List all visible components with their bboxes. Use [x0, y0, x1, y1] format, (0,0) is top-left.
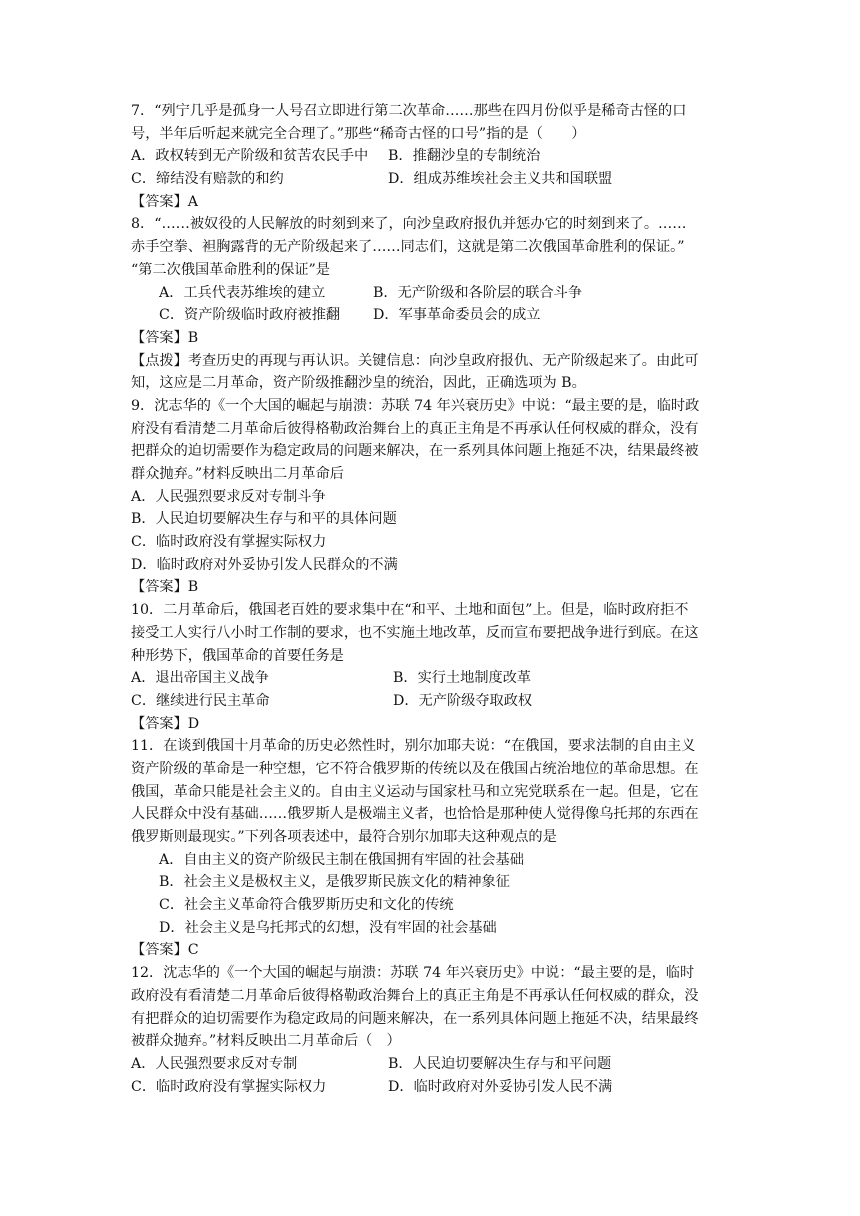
question-9 — [131, 395, 800, 599]
question-stem-line: “第二次俄国革命胜利的保证”是 — [131, 261, 330, 278]
tip-line: 知，这应是二月革命，资产阶级推翻沙皇的统治，因此，正确选项为 B。 — [131, 375, 586, 392]
option-b: B．人民迫切要解决生存与和平的具体问题 — [131, 511, 397, 528]
question-stem-line: 俄国，革命只能是社会主义的。自由主义运动与国家杜马和立宪党联系在一起。但是，它在 — [131, 783, 699, 800]
option-a: A．政权转到无产阶级和贫苦农民手中 — [131, 148, 369, 165]
option-b: B．社会主义是极权主义，是俄罗斯民族文化的精神象征 — [159, 874, 510, 891]
option-a: A．人民强烈要求反对专制 — [131, 1055, 298, 1072]
question-stem-line: 11．在谈到俄国十月革命的历史必然性时，别尔加耶夫说：“在俄国，要求法制的自由主义 — [131, 738, 696, 755]
answer-label: 【答案】C — [131, 942, 199, 959]
question-12 — [131, 962, 800, 1098]
question-stem-line: 号，半年后听起来就完全合理了。”那些“稀奇古怪的口号”指的是（ ） — [131, 125, 586, 142]
option-b: B．人民迫切要解决生存与和平问题 — [388, 1055, 612, 1072]
option-c: C．继续进行民主革命 — [131, 692, 270, 709]
answer-label: 【答案】A — [131, 193, 198, 210]
option-a: A．人民强烈要求反对专制斗争 — [131, 488, 326, 505]
answer-label: 【答案】B — [131, 329, 199, 346]
question-8 — [131, 213, 800, 395]
option-d: D．组成苏维埃社会主义共和国联盟 — [388, 171, 613, 188]
option-c: C．临时政府没有掌握实际权力 — [131, 534, 327, 551]
question-stem-line: 9．沈志华的《一个大国的崛起与崩溃：苏联 74 年兴衰历史》中说：“最主要的是，临时政 — [131, 397, 700, 414]
answer-label: 【答案】D — [131, 715, 200, 732]
question-stem-line: 资产阶级的革命是一种空想，它不符合俄罗斯的传统以及在俄国占统治地位的革命思想。在 — [131, 760, 699, 777]
question-stem-line: 接受工人实行八小时工作制的要求，也不实施土地改革，反而宣布要把战争进行到底。在这 — [131, 624, 699, 641]
question-stem-line: 群众抛弃。”材料反映出二月革命后 — [131, 466, 344, 482]
option-d: D．临时政府对外妥协引发人民群众的不满 — [131, 556, 398, 573]
option-c: C．缔结没有赔款的和约 — [131, 171, 284, 188]
question-stem-line: 12．沈志华的《一个大国的崛起与崩溃：苏联 74 年兴衰历史》中说：“最主要的是，临时 — [131, 965, 695, 982]
option-a: A．工兵代表苏维埃的建立 — [159, 284, 326, 301]
question-stem-line: 种形势下，俄国革命的首要任务是 — [131, 647, 344, 664]
option-d: D．军事革命委员会的成立 — [373, 307, 541, 324]
question-7 — [131, 100, 800, 213]
question-stem-line: 有把群众的迫切需要作为稳定政局的问题来解决，在一系列具体问题上拖延不决，结果最终 — [131, 1010, 699, 1027]
question-stem-line: 政府没有看清楚二月革命后彼得格勒政治舞台上的真正主角是不再承认任何权威的群众，没 — [131, 987, 699, 1004]
question-10 — [131, 599, 800, 735]
tip-line: 【点拨】考查历史的再现与再认识。关键信息：向沙皇政府报仇、无产阶级起来了。由此可 — [131, 352, 699, 369]
option-b: B．无产阶级和各阶层的联合斗争 — [373, 284, 583, 301]
question-stem-line: 赤手空拳、袒胸露背的无产阶级起来了……同志们，这就是第二次俄国革命胜利的保证。” — [131, 239, 685, 256]
question-stem-line: 10．二月革命后，俄国老百姓的要求集中在“和平、土地和面包”上。但是，临时政府拒不 — [131, 602, 689, 619]
option-a: A．自由主义的资产阶级民主制在俄国拥有牢固的社会基础 — [159, 851, 524, 868]
option-c: C．临时政府没有掌握实际权力 — [131, 1078, 327, 1095]
question-stem-line: 府没有看清楚二月革命后彼得格勒政治舞台上的真正主角是不再承认任何权威的群众，没有 — [131, 420, 699, 437]
question-stem-line: 俄罗斯则最现实。”下列各项表述中，最符合别尔加耶夫这种观点的是 — [131, 829, 557, 845]
option-d: D．社会主义是乌托邦式的幻想，没有牢固的社会基础 — [159, 919, 497, 936]
option-c: C．资产阶级临时政府被推翻 — [159, 307, 341, 324]
question-stem-line: 被群众抛弃。”材料反映出二月革命后（ ） — [131, 1033, 401, 1050]
option-c: C．社会主义革命符合俄罗斯历史和文化的传统 — [159, 897, 454, 914]
option-d: D．无产阶级夺取政权 — [393, 692, 533, 709]
option-b: B．推翻沙皇的专制统治 — [388, 148, 541, 165]
option-b: B．实行土地制度改革 — [393, 670, 532, 687]
option-d: D．临时政府对外妥协引发人民不满 — [388, 1078, 613, 1095]
question-stem-line: 把群众的迫切需要作为稳定政局的问题来解决，在一系列具体问题上拖延不决，结果最终被 — [131, 443, 699, 460]
question-11 — [131, 735, 800, 962]
option-a: A．退出帝国主义战争 — [131, 670, 269, 687]
question-stem-line: 人民群众中没有基础……俄罗斯人是极端主义者，也恰恰是那种使人觉得像乌托邦的东西在 — [131, 806, 699, 823]
question-stem-line: 7．“列宁几乎是孤身一人号召立即进行第二次革命……那些在四月份似乎是稀奇古怪的口 — [131, 103, 687, 119]
question-stem-line: 8．“……被奴役的人民解放的时刻到来了，向沙皇政府报仇并惩办它的时刻到来了。…… — [131, 216, 687, 233]
answer-label: 【答案】B — [131, 579, 199, 596]
